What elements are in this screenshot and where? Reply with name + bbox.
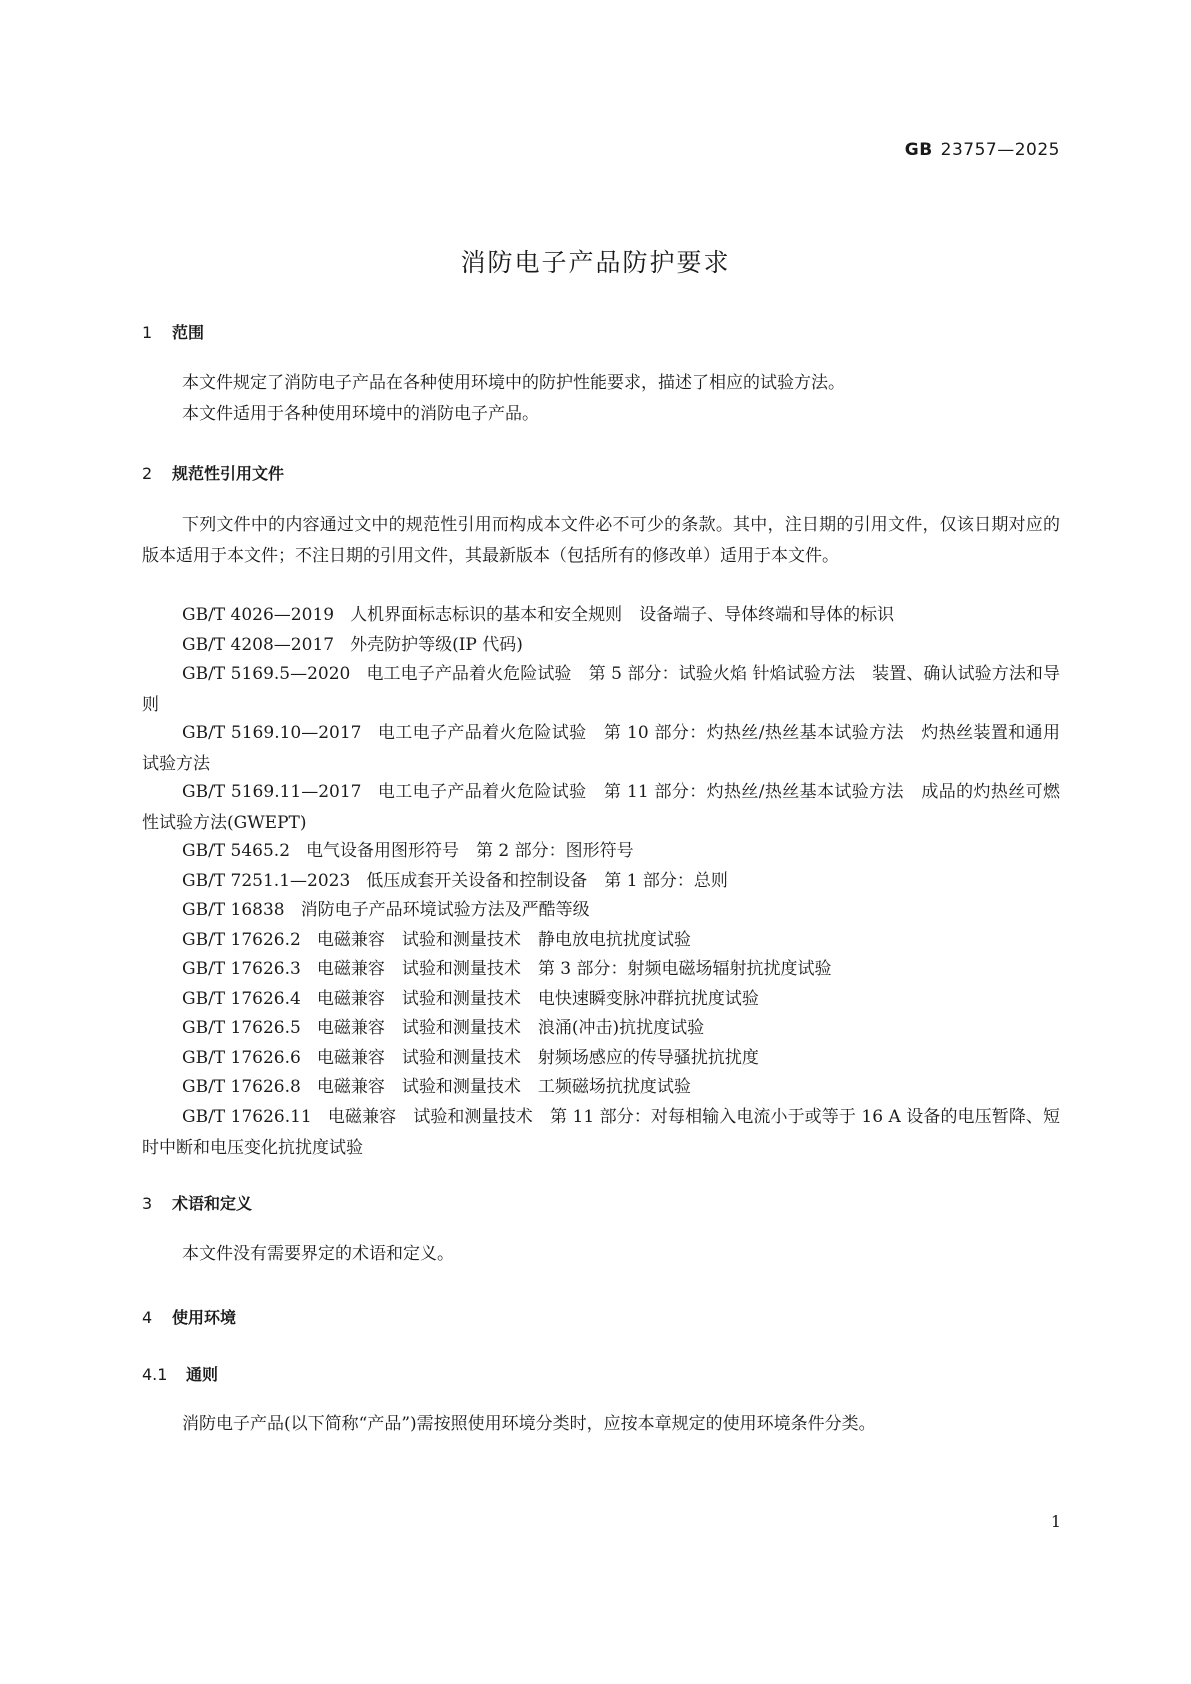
section-2-heading <box>142 461 284 484</box>
section-title: 术语和定义 <box>172 1194 253 1213</box>
reference-title: 电工电子产品着火危险试验 第 5 部分：试验火焰 针焰试验方法 装置、确认试验方法和导则 <box>142 664 1061 715</box>
reference-code: GB/T 5465.2 <box>182 841 291 861</box>
section-number: 4 <box>142 1308 153 1327</box>
reference-title: 电磁兼容 试验和测量技术 静电放电抗扰度试验 <box>316 930 691 950</box>
section-3-heading <box>142 1191 252 1214</box>
reference-title: 低压成套开关设备和控制设备 第 1 部分：总则 <box>366 871 728 891</box>
reference-code: GB/T 17626.5 <box>182 1018 301 1038</box>
reference-title: 消防电子产品环境试验方法及严酷等级 <box>300 900 590 920</box>
section-title: 规范性引用文件 <box>172 464 285 483</box>
reference-item <box>142 836 1060 867</box>
section-title: 使用环境 <box>172 1308 237 1327</box>
reference-item <box>142 718 1060 780</box>
section-1-paragraph-2: 本文件适用于各种使用环境中的消防电子产品。 <box>182 404 539 424</box>
reference-item <box>142 659 1060 721</box>
standard-number <box>905 140 1060 160</box>
reference-code: GB/T 7251.1—2023 <box>182 871 351 891</box>
section-4-heading <box>142 1305 236 1328</box>
reference-code: GB/T 17626.11 <box>182 1107 312 1127</box>
reference-title: 电工电子产品着火危险试验 第 10 部分：灼热丝/热丝基本试验方法 灼热丝装置和通用试验方法 <box>142 723 1061 774</box>
reference-code: GB/T 4208—2017 <box>182 635 335 655</box>
reference-item <box>142 630 1060 661</box>
reference-title: 电磁兼容 试验和测量技术 第 3 部分：射频电磁场辐射抗扰度试验 <box>316 959 832 979</box>
document-title: 消防电子产品防护要求 <box>460 248 731 277</box>
reference-item <box>142 925 1060 956</box>
reference-item <box>142 777 1060 839</box>
reference-code: GB/T 5169.11—2017 <box>182 782 362 802</box>
section-1-paragraph-1: 本文件规定了消防电子产品在各种使用环境中的防护性能要求，描述了相应的试验方法。 <box>182 373 845 393</box>
reference-title: 外壳防护等级(IP 代码) <box>350 635 523 655</box>
reference-code: GB/T 17626.3 <box>182 959 301 979</box>
reference-title: 电磁兼容 试验和测量技术 电快速瞬变脉冲群抗扰度试验 <box>316 989 759 1009</box>
reference-title: 电磁兼容 试验和测量技术 射频场感应的传导骚扰抗扰度 <box>316 1048 759 1068</box>
reference-title: 电工电子产品着火危险试验 第 11 部分：灼热丝/热丝基本试验方法 成品的灼热丝可燃性试验方法(GWEPT) <box>142 782 1061 833</box>
section-title: 范围 <box>172 323 205 342</box>
reference-code: GB/T 17626.6 <box>182 1048 301 1068</box>
section-4-1-paragraph: 消防电子产品(以下简称“产品”)需按照使用环境分类时，应按本章规定的使用环境条件分类。 <box>182 1414 876 1434</box>
reference-item <box>142 1013 1060 1044</box>
reference-code: GB/T 16838 <box>182 900 285 920</box>
reference-code: GB/T 17626.4 <box>182 989 301 1009</box>
subsection-number: 4.1 <box>142 1365 168 1384</box>
subsection-title: 通则 <box>186 1365 219 1384</box>
reference-title: 电磁兼容 试验和测量技术 工频磁场抗扰度试验 <box>316 1077 691 1097</box>
reference-code: GB/T 17626.8 <box>182 1077 301 1097</box>
reference-item <box>142 600 1060 631</box>
section-number: 1 <box>142 323 153 342</box>
reference-title: 电磁兼容 试验和测量技术 浪涌(冲击)抗扰度试验 <box>316 1018 705 1038</box>
section-2-intro: 下列文件中的内容通过文中的规范性引用而构成本文件必不可少的条款。其中，注日期的引用文件，仅该日期对应的版本适用于本文件；不注日期的引用文件，其最新版本（包括所有的修改单）适用于本文件。 <box>142 515 1060 566</box>
standard-code: 23757—2025 <box>940 140 1060 160</box>
reference-item <box>142 895 1060 926</box>
reference-title: 电磁兼容 试验和测量技术 第 11 部分：对每相输入电流小于或等于 16 A 设备的电压暂降、短时中断和电压变化抗扰度试验 <box>142 1107 1060 1158</box>
section-3-paragraph: 本文件没有需要界定的术语和定义。 <box>182 1244 454 1264</box>
reference-code: GB/T 4026—2019 <box>182 605 335 625</box>
reference-code: GB/T 5169.10—2017 <box>182 723 362 743</box>
reference-item <box>142 1072 1060 1103</box>
reference-item <box>142 1043 1060 1074</box>
reference-title: 人机界面标志标识的基本和安全规则 设备端子、导体终端和导体的标识 <box>350 605 895 625</box>
reference-item <box>142 984 1060 1015</box>
reference-code: GB/T 17626.2 <box>182 930 301 950</box>
section-4-1-heading <box>142 1362 218 1385</box>
standard-prefix: GB <box>904 140 933 160</box>
reference-title: 电气设备用图形符号 第 2 部分：图形符号 <box>306 841 634 861</box>
page-number: 1 <box>1050 1512 1061 1531</box>
reference-code: GB/T 5169.5—2020 <box>182 664 351 684</box>
reference-item <box>142 866 1060 897</box>
reference-item <box>142 1102 1060 1164</box>
section-number: 3 <box>142 1194 153 1213</box>
reference-item <box>142 954 1060 985</box>
section-1-heading <box>142 320 204 343</box>
section-number: 2 <box>142 464 153 483</box>
